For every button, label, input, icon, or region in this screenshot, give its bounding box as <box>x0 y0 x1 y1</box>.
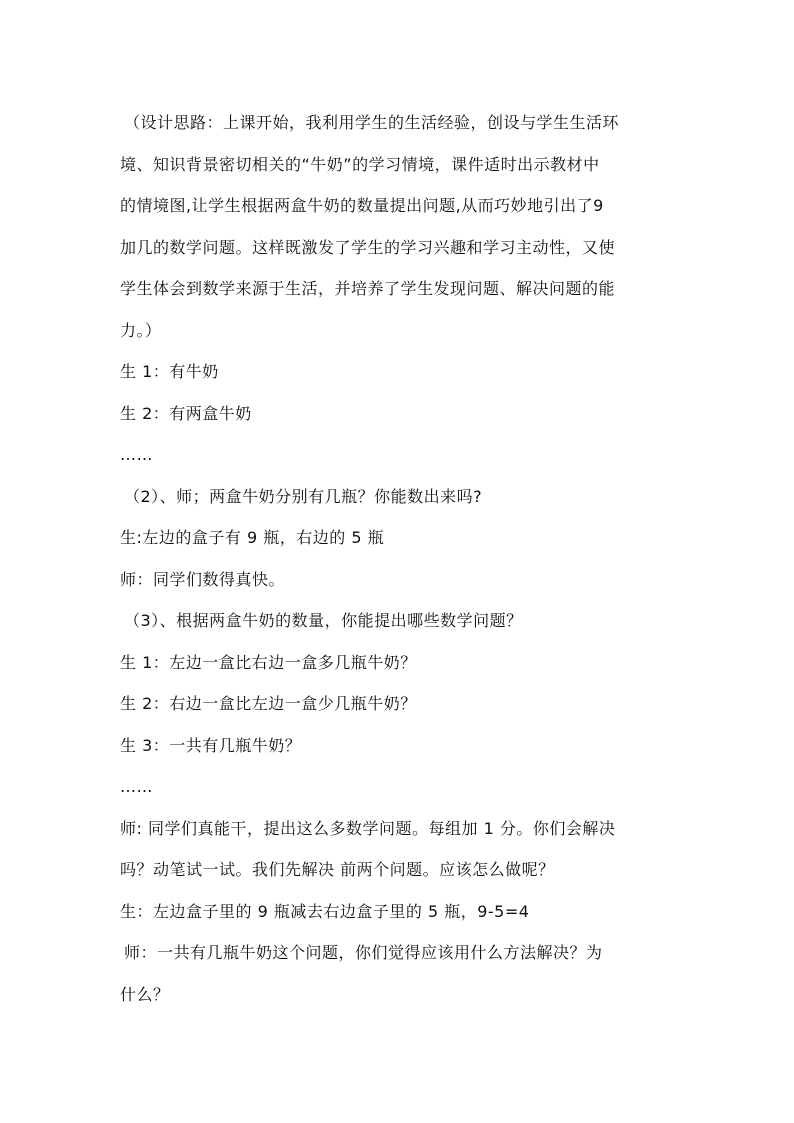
design-note-line-3: 的情境图,让学生根据两盒牛奶的数量提出问题,从而巧妙地引出了9 <box>120 196 604 215</box>
design-note-line-1: （设计思路：上课开始，我利用学生的生活经验，创设与学生生活环 <box>124 113 620 132</box>
question-3-student-1: 生 1：左边一盒比右边一盒多几瓶牛奶？ <box>120 652 417 672</box>
question-2-student: 生:左边的盒子有 9 瓶，右边的 5 瓶 <box>120 528 385 547</box>
teacher-praise-line-2: 吗？动笔试一试。我们先解决 前两个问题。应该怎么做呢？ <box>120 860 555 879</box>
document-body <box>120 102 680 1015</box>
teacher-praise-line-1: 师: 同学们真能干，提出这么多数学问题。每组加 1 分。你们会解决 <box>120 818 616 838</box>
design-note-line-4: 加几的数学问题。这样既激发了学生的学习兴趣和学习主动性，又使 <box>120 237 616 257</box>
design-note-line-2: 境、知识背景密切相关的“牛奶”的学习情境，课件适时出示教材中 <box>120 154 600 174</box>
teacher-question-line-2: 什么？ <box>120 984 170 1004</box>
ellipsis-2: …… <box>120 777 153 796</box>
student-2-answer: 生 2：有两盒牛奶 <box>120 403 252 423</box>
question-2: （2）、师；两盒牛奶分别有几瓶？你能数出来吗? <box>124 486 483 506</box>
design-note-line-6: 力。） <box>120 320 162 340</box>
question-3-student-3: 生 3：一共有几瓶牛奶？ <box>120 735 302 755</box>
design-note-line-5: 学生体会到数学来源于生活，并培养了学生发现问题、解决问题的能 <box>120 279 616 298</box>
student-solution: 生：左边盒子里的 9 瓶减去右边盒子里的 5 瓶，9-5=4 <box>120 901 530 921</box>
ellipsis-1: …… <box>120 445 153 464</box>
question-2-teacher: 师：同学们数得真快。 <box>120 569 286 589</box>
teacher-question-line-1: 师：一共有几瓶牛奶这个问题，你们觉得应该用什么方法解决？为 <box>124 943 603 962</box>
question-3: （3）、根据两盒牛奶的数量，你能提出哪些数学问题？ <box>124 611 523 630</box>
question-3-student-2: 生 2：右边一盒比左边一盒少几瓶牛奶？ <box>120 694 417 713</box>
student-1-answer: 生 1：有牛奶 <box>120 362 219 381</box>
